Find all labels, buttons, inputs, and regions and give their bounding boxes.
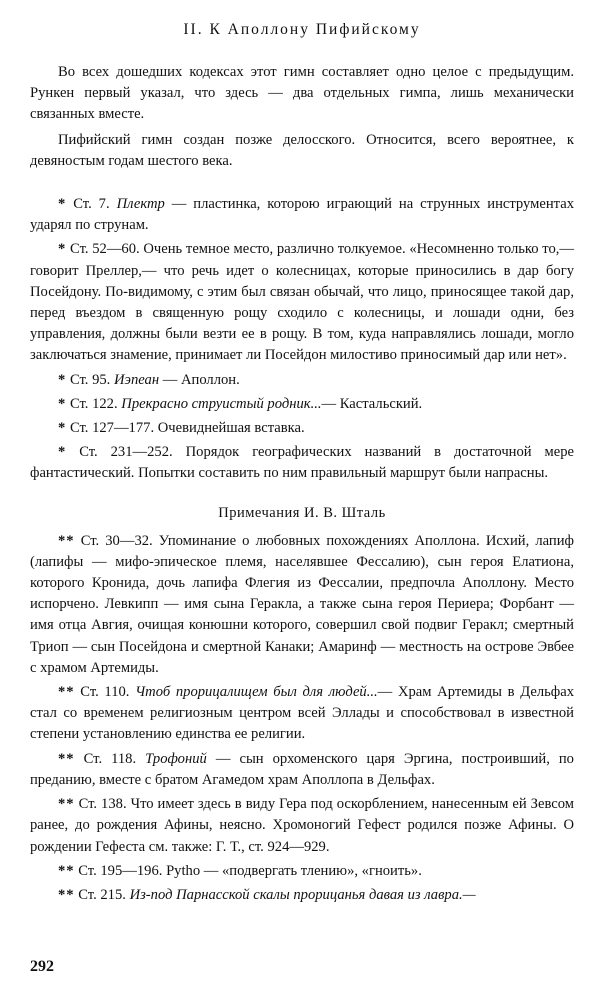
note-text: — пластинка, которою играющий на струнных инструментах ударял по струнам. — [30, 196, 574, 234]
note-ref: Ст. 110. — [80, 684, 130, 701]
section-heading: II. К Аполлону Пифийскому — [183, 21, 421, 38]
note-ref: Ст. 95. — [69, 371, 111, 388]
intro-paragraph: Пифийский гимн создан позже делосского. Относится, всего вероятнее, к девяностым годам шестого века. — [30, 131, 574, 169]
note-text: — Кастальский. — [321, 395, 423, 412]
note-term: Из-под Парнасской скалы прорицанья давая из лавра.— — [129, 886, 476, 903]
note-item — [30, 418, 574, 439]
note-term: Чтоб прорицалищем был для людей... — [135, 684, 378, 701]
note-item — [30, 394, 574, 415]
note-text: Порядок географических названий в достаточной мере фантастический. Попытки составить по ним правильный маршрут были напрасны. — [30, 444, 574, 482]
note-text: Pytho — «подвергать тлению», «гноить». — [166, 862, 422, 879]
note-ref: Ст. 52—60. — [70, 241, 140, 258]
note-ref: Ст. 122. — [69, 395, 118, 412]
note-marker: * — [58, 395, 67, 412]
note-item — [30, 442, 574, 484]
note-item — [30, 861, 574, 882]
note-marker: * — [58, 241, 67, 258]
note-text: Упоминание о любовных похождениях Аполлона. Исхий, лапиф (лапифы — мифо-эпическое племя, населявшее Фессалию), сын героя Елатиона, которого Кронида, дочь лапифа Флегия из Фессалии, предпочла Аполлону. Место испорчено. Левкипп — имя сына Геракла, а также сына героя Периера; Форбант — имя отца Авгия, очищая конюшни которого, совершил свой подвиг Геракл; смертный Триоп — сын Посейдона и смертной Канаки; Амаринф — местность на острове Эвбее с храмом Артемиды. — [30, 532, 574, 676]
note-marker: ** — [58, 684, 75, 701]
note-ref: Ст. 195—196. — [78, 862, 163, 879]
note-term: Прекрасно струистый родник... — [121, 395, 322, 412]
note-marker: ** — [58, 750, 75, 767]
note-ref: Ст. 231—252. — [79, 444, 173, 461]
note-ref: Ст. 118. — [83, 750, 137, 767]
note-item — [30, 531, 574, 679]
note-marker: * — [58, 444, 67, 461]
note-item — [30, 370, 574, 391]
notes-subheading: Примечания И. В. Шталь — [218, 504, 386, 521]
note-marker: ** — [58, 796, 75, 813]
note-marker: * — [58, 196, 67, 213]
note-item — [30, 794, 574, 858]
notes-list-primary — [30, 194, 574, 485]
note-ref: Ст. 138. — [78, 796, 127, 813]
intro-paragraph: Во всех дошедших кодексах этот гимн составляет одно целое с предыдущим. Рункен первый указал, что здесь — два отдельных гимпа, лишь механически связанных вместе. — [30, 64, 574, 123]
intro-text — [30, 62, 574, 172]
note-ref: Ст. 30—32. — [80, 532, 153, 549]
note-marker: ** — [58, 886, 75, 903]
note-marker: * — [58, 371, 67, 388]
page-number: 292 — [30, 958, 54, 975]
note-text: — сын орхоменского царя Эргина, построивший, по преданию, вместе с братом Агамедом храм Аполлопа в Дельфах. — [30, 750, 574, 788]
note-text: Что имеет здесь в виду Гера под оскорблением, нанесенным ей Зевсом ранее, до рождения Афины, неясно. Хромоногий Гефест родился позже Афины. О рождении Гефеста см. также: Г. Т., ст. 924—929. — [30, 796, 574, 855]
note-text: — Аполлон. — [159, 371, 240, 388]
note-item — [30, 239, 574, 366]
note-term: Плектр — [116, 196, 165, 213]
notes-list-secondary — [30, 531, 574, 906]
note-marker: ** — [58, 862, 75, 879]
note-text: Очевиднейшая вставка. — [157, 420, 305, 437]
note-item — [30, 682, 574, 746]
note-item — [30, 885, 574, 906]
note-item — [30, 749, 574, 791]
note-text: — Храм Артемиды в Дельфах стал со временем религиозным центром всей Эллады и способствовал в известной степени установлению единства ее религии. — [30, 684, 574, 743]
note-term: Иэпеан — [113, 371, 160, 388]
note-ref: Ст. 7. — [73, 196, 110, 213]
note-ref: Ст. 127—177. — [69, 420, 155, 437]
note-marker: * — [58, 420, 67, 437]
note-term: Трофоний — [145, 750, 207, 767]
note-text: Очень темное место, различно толкуемое. «Несомненно только то,— говорит Преллер,— что речь идет о колесницах, которые приносились в дар богу Посейдону. По-видимому, с этим был связан обычай, что лицо, приносящее такой дар, перед въездом в священную рощу сходило с колесницы, и лошади одни, без управления, должны были везти ее в рощу. В том, куда направлялись лошади, могло заключаться знамение, принимает ли Посейдон милостиво приносимый дар или нет». — [30, 241, 574, 364]
note-marker: ** — [58, 532, 75, 549]
note-item — [30, 194, 574, 236]
note-ref: Ст. 215. — [78, 886, 126, 903]
